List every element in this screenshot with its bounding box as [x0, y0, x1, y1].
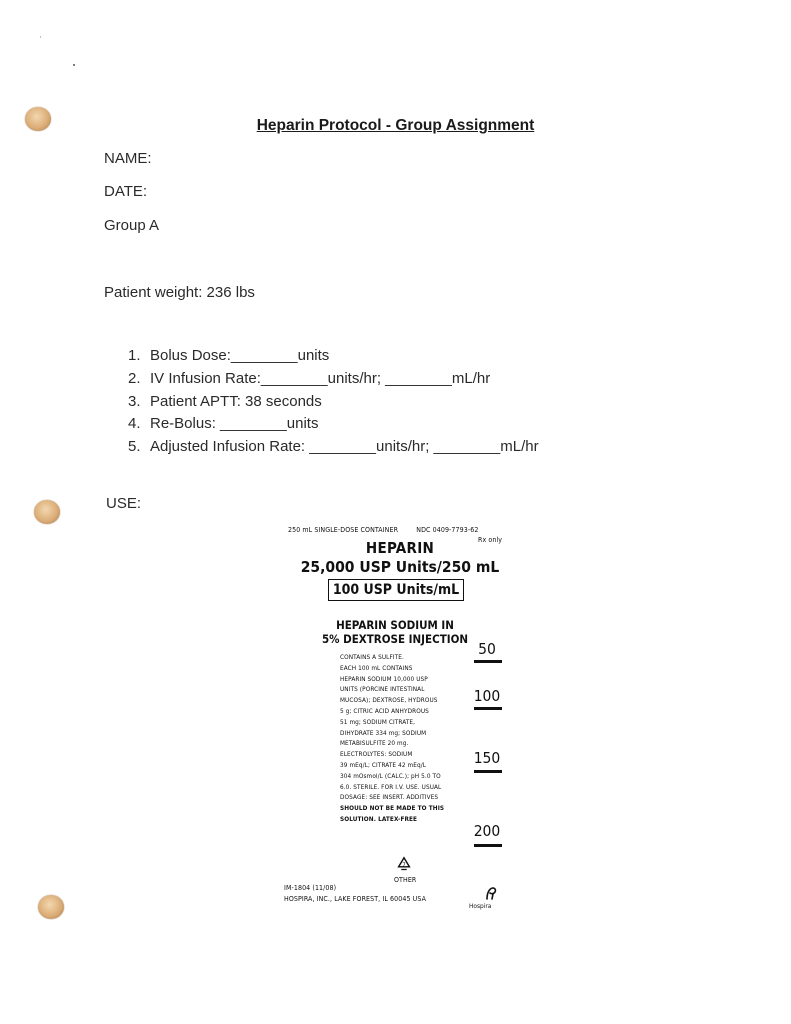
question-text: IV Infusion Rate:________units/hr; ________mL/hr — [150, 369, 491, 387]
graduation-mark-150: 150 — [473, 749, 501, 767]
fine-print-line: 51 mg; SODIUM CITRATE, — [340, 717, 416, 726]
ndc-text: NDC 0409-7793-62 — [416, 526, 479, 534]
fine-print-line: EACH 100 mL CONTAINS — [340, 663, 413, 672]
question-text: Bolus Dose:________units — [150, 347, 330, 364]
fine-print-line: UNITS (PORCINE INTESTINAL — [340, 685, 425, 694]
question-text: Patient APTT: 38 seconds — [150, 392, 322, 410]
question-item — [128, 347, 539, 370]
recycle-icon — [395, 856, 413, 874]
question-number: 1. — [128, 347, 141, 364]
name-label: NAME: — [104, 150, 152, 167]
label-header-line — [288, 526, 514, 534]
graduation-mark-100: 100 — [473, 687, 501, 705]
fine-print-line: SHOULD NOT BE MADE TO THIS — [340, 804, 445, 813]
product-name-line1: HEPARIN SODIUM IN — [336, 618, 454, 632]
question-number: 4. — [128, 415, 141, 433]
fine-print-line: DIHYDRATE 334 mg; SODIUM — [340, 728, 427, 737]
scan-speck — [73, 64, 75, 66]
per-ml-concentration: 100 USP Units/mL — [328, 579, 464, 601]
graduation-line — [474, 707, 502, 710]
graduation-line — [474, 844, 502, 847]
group-label: Group A — [104, 217, 160, 234]
hospira-logo-icon — [484, 886, 498, 900]
fine-print-line: 6.0. STERILE. FOR I.V. USE. USUAL — [340, 782, 442, 791]
container-text: 250 mL SINGLE-DOSE CONTAINER — [288, 526, 399, 534]
graduation-line — [474, 660, 502, 663]
fine-print-line: 39 mEq/L; CITRATE 42 mEq/L — [340, 760, 427, 769]
hospira-logo-text: Hospira — [469, 902, 492, 910]
question-number: 3. — [128, 392, 141, 410]
patient-weight: Patient weight: 236 lbs — [104, 284, 255, 301]
recycle-number: 7 — [402, 862, 406, 869]
fine-print-line: DOSAGE: SEE INSERT. ADDITIVES — [340, 793, 439, 802]
graduation-line — [474, 770, 502, 773]
graduation-mark-200: 200 — [473, 822, 501, 840]
fine-print-line: 5 g; CITRIC ACID ANHYDROUS — [340, 706, 429, 715]
use-label: USE: — [106, 495, 142, 512]
fine-print-line: METABISULFITE 20 mg. — [340, 739, 409, 748]
question-text: Re-Bolus: ________units — [150, 415, 319, 433]
fine-print-line: HEPARIN SODIUM 10,000 USP — [340, 674, 428, 683]
scan-speck — [40, 36, 41, 38]
product-name-line2: 5% DEXTROSE INJECTION — [321, 632, 469, 646]
graduation-mark-50: 50 — [478, 640, 496, 658]
question-list — [128, 347, 539, 461]
fine-print-line: MUCOSA); DEXTROSE, HYDROUS — [340, 696, 438, 705]
drug-concentration: 25,000 USP Units/250 mL — [300, 558, 500, 576]
binder-hole-bottom — [38, 895, 64, 919]
fine-print-line: ELECTROLYTES: SODIUM — [340, 750, 413, 759]
date-label: DATE: — [104, 183, 148, 200]
manufacturer-text: HOSPIRA, INC., LAKE FOREST, IL 60045 USA — [284, 895, 427, 903]
rx-only-text: Rx only — [478, 536, 503, 544]
fine-print-line: 304 mOsmol/L (CALC.); pH 5.0 TO — [340, 771, 441, 780]
binder-hole-middle — [34, 500, 60, 524]
question-number: 2. — [128, 369, 141, 387]
fine-print-line: CONTAINS A SULFITE. — [340, 653, 404, 661]
heparin-bag-label — [280, 524, 520, 914]
question-text: Adjusted Infusion Rate: ________units/hr; ________mL/hr — [150, 438, 539, 456]
question-item — [128, 415, 539, 438]
label-fine-print — [340, 652, 480, 825]
question-item — [128, 438, 539, 461]
label-code: IM-1804 (11/08) — [284, 884, 337, 892]
page-title: Heparin Protocol - Group Assignment — [256, 117, 535, 134]
question-item — [128, 393, 539, 416]
question-number: 5. — [128, 438, 141, 456]
drug-name: HEPARIN — [365, 539, 435, 557]
fine-print-line: SOLUTION. LATEX-FREE — [340, 814, 418, 823]
recycle-label: OTHER — [394, 876, 417, 884]
question-item — [128, 370, 539, 393]
